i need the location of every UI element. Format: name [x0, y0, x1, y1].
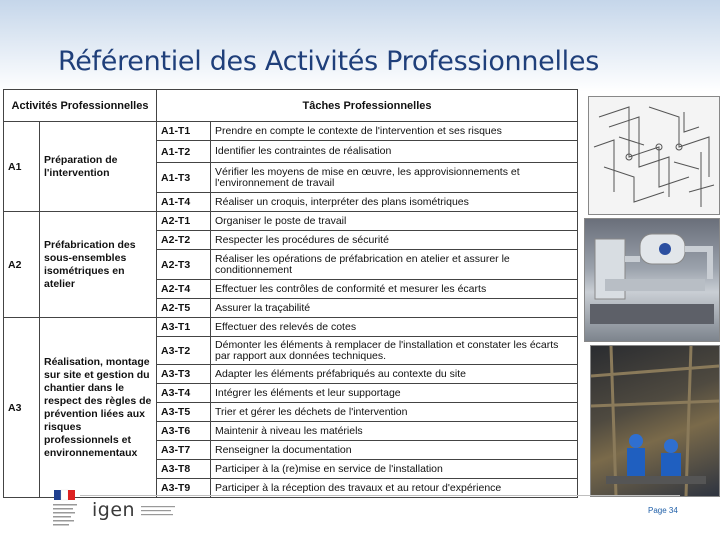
- task-code: A3-T4: [157, 384, 211, 403]
- task-code: A2-T1: [157, 212, 211, 231]
- page-number: Page 34: [648, 506, 678, 515]
- task-label: Démonter les éléments à remplacer de l'installation et constater les écarts par rapport aux données techniques.: [211, 337, 578, 365]
- task-label: Identifier les contraintes de réalisation: [211, 141, 578, 163]
- table-header-row: [4, 90, 578, 122]
- isometric-drawing-image: [588, 96, 720, 215]
- task-code: A3-T1: [157, 318, 211, 337]
- task-label: Participer à la (re)mise en service de l'installation: [211, 460, 578, 479]
- task-code: A3-T2: [157, 337, 211, 365]
- prefabrication-photo: [584, 218, 720, 342]
- task-label: Adapter les éléments préfabriqués au contexte du site: [211, 365, 578, 384]
- igen-subtitle-mark: [141, 504, 177, 520]
- marianne-icon: [50, 488, 80, 533]
- task-label: Vérifier les moyens de mise en œuvre, les approvisionnements et l'environnement de travail: [211, 163, 578, 193]
- activity-code: A3: [4, 318, 40, 498]
- task-code: A1-T3: [157, 163, 211, 193]
- task-label: Organiser le poste de travail: [211, 212, 578, 231]
- task-code: A2-T4: [157, 280, 211, 299]
- ministry-logo: [50, 488, 80, 533]
- task-label: Réaliser un croquis, interpréter des plans isométriques: [211, 193, 578, 212]
- task-label: Assurer la traçabilité: [211, 299, 578, 318]
- task-label: Maintenir à niveau les matériels: [211, 422, 578, 441]
- task-code: A3-T8: [157, 460, 211, 479]
- task-code: A1-T4: [157, 193, 211, 212]
- task-label: Participer à la réception des travaux et au retour d'expérience: [211, 479, 578, 498]
- task-code: A3-T3: [157, 365, 211, 384]
- table-row: [4, 122, 578, 141]
- header-tasks: Tâches Professionnelles: [157, 90, 578, 122]
- task-code: A3-T9: [157, 479, 211, 498]
- task-code: A3-T5: [157, 403, 211, 422]
- pipe-skid-icon: [585, 219, 719, 341]
- task-label: Respecter les procédures de sécurité: [211, 231, 578, 250]
- footer-divider: [80, 495, 680, 496]
- activity-code: A2: [4, 212, 40, 318]
- task-code: A2-T2: [157, 231, 211, 250]
- task-code: A1-T1: [157, 122, 211, 141]
- igen-logo-subtitle: [141, 504, 177, 523]
- task-label: Effectuer les contrôles de conformité et mesurer les écarts: [211, 280, 578, 299]
- task-label: Prendre en compte le contexte de l'intervention et ses risques: [211, 122, 578, 141]
- workers-icon: [591, 346, 719, 496]
- isometric-piping-icon: [589, 97, 719, 214]
- activities-table: [3, 89, 578, 498]
- task-label: Réaliser les opérations de préfabrication en atelier et assurer le conditionnement: [211, 250, 578, 280]
- task-code: A1-T2: [157, 141, 211, 163]
- task-code: A3-T6: [157, 422, 211, 441]
- task-code: A2-T3: [157, 250, 211, 280]
- table-row: [4, 318, 578, 337]
- task-label: Intégrer les éléments et leur supportage: [211, 384, 578, 403]
- task-label: Renseigner la documentation: [211, 441, 578, 460]
- activity-name: Réalisation, montage sur site et gestion du chantier dans le respect des règles de prévention liées aux risques professionnels et environnementaux: [40, 318, 157, 498]
- task-code: A3-T7: [157, 441, 211, 460]
- igen-logo: igen: [92, 499, 136, 521]
- header-activities: Activités Professionnelles: [4, 90, 157, 122]
- table-row: [4, 212, 578, 231]
- task-label: Effectuer des relevés de cotes: [211, 318, 578, 337]
- task-label: Trier et gérer les déchets de l'intervention: [211, 403, 578, 422]
- activity-code: A1: [4, 122, 40, 212]
- task-code: A2-T5: [157, 299, 211, 318]
- site-assembly-photo: [590, 345, 720, 497]
- activity-name: Préfabrication des sous-ensembles isométriques en atelier: [40, 212, 157, 318]
- slide-title: Référentiel des Activités Professionnelles: [58, 46, 599, 77]
- activity-name: Préparation de l'intervention: [40, 122, 157, 212]
